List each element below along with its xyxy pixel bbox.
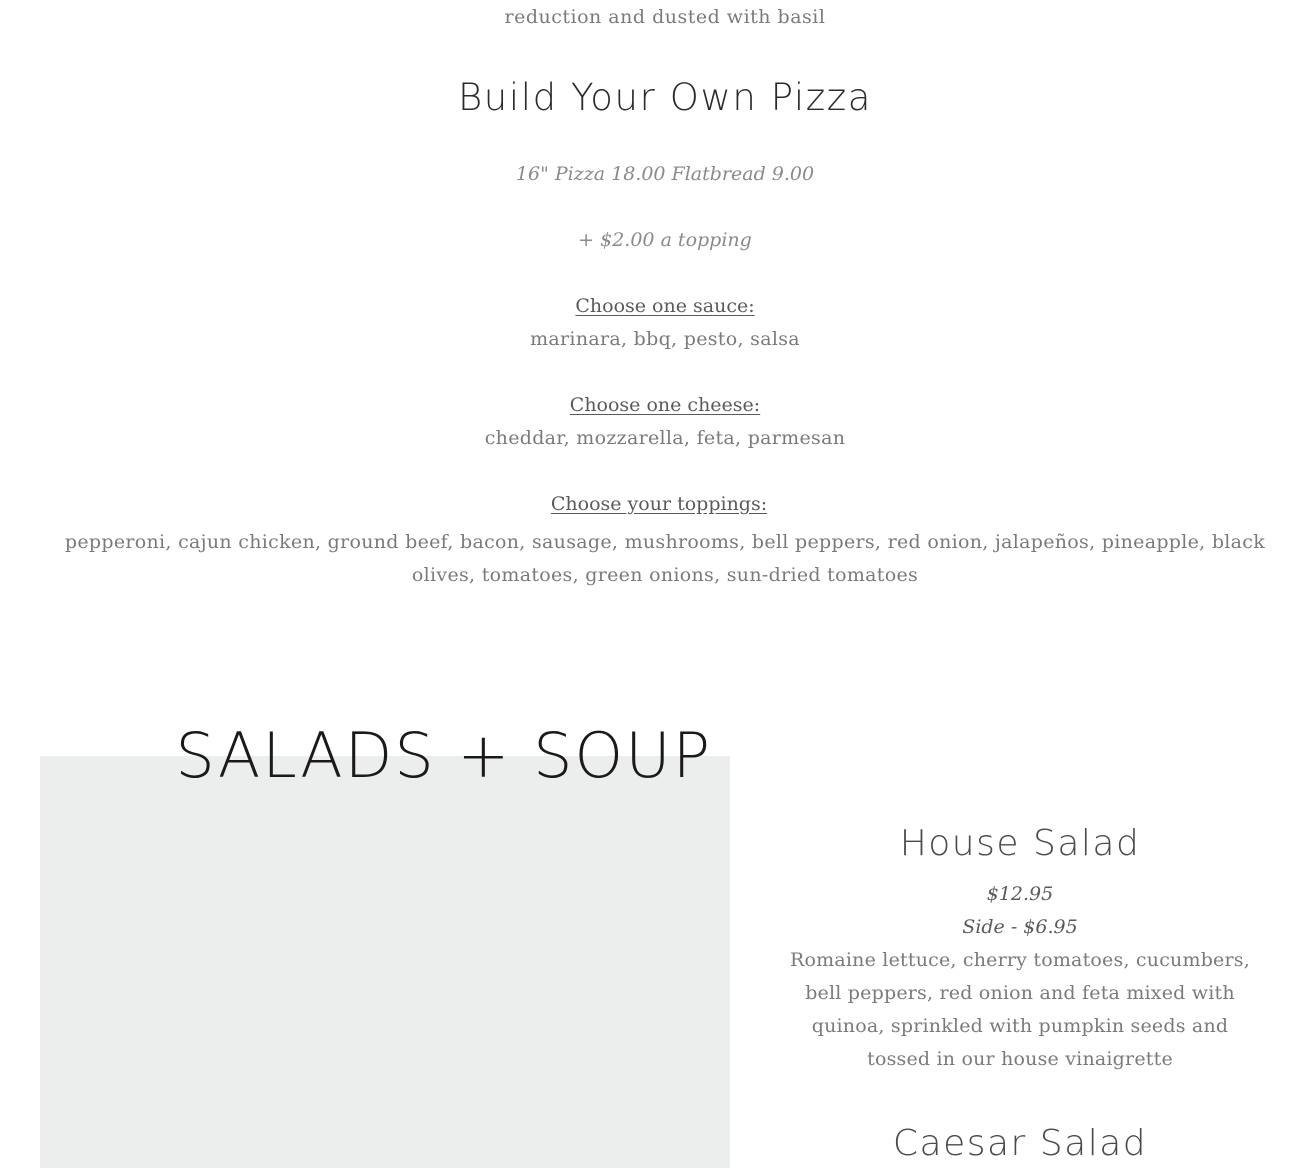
menu-item-house-salad	[780, 822, 1260, 1076]
sauce-list: marinara, bbq, pesto, salsa	[530, 328, 800, 350]
toppings-heading: Choose your toppings:	[550, 493, 768, 515]
previous-item-description: reduction and dusted with basil	[504, 6, 826, 28]
pizza-section-title: Build Your Own Pizza	[457, 76, 873, 119]
item-description: Romaine lettuce, cherry tomatoes, cucumbers, bell peppers, red onion and feta mixed with quinoa, sprinkled with pumpkin seeds and tossed in our house vinaigrette	[790, 949, 1250, 1070]
item-name: Caesar Salad	[892, 1123, 1148, 1164]
item-name: House Salad	[899, 823, 1141, 864]
cheese-list: cheddar, mozzarella, feta, parmesan	[484, 427, 846, 449]
item-price: $12.95	[986, 883, 1054, 905]
menu-item-caesar-salad	[780, 1122, 1260, 1166]
sauce-heading: Choose one sauce:	[575, 295, 755, 317]
salad-image-placeholder	[40, 756, 730, 1168]
toppings-list: pepperoni, cajun chicken, ground beef, bacon, sausage, mushrooms, bell peppers, red onion, jalapeños, pineapple, black olives, tomatoes, green onions, sun-dried tomatoes	[64, 531, 1266, 586]
item-side-price: Side - $6.95	[962, 916, 1078, 938]
cheese-heading: Choose one cheese:	[569, 394, 761, 416]
topping-price: + $2.00 a topping	[578, 229, 752, 251]
pizza-prices: 16" Pizza 18.00 Flatbread 9.00	[515, 163, 815, 185]
salads-soup-section-title: SALADS + SOUP	[175, 719, 712, 792]
